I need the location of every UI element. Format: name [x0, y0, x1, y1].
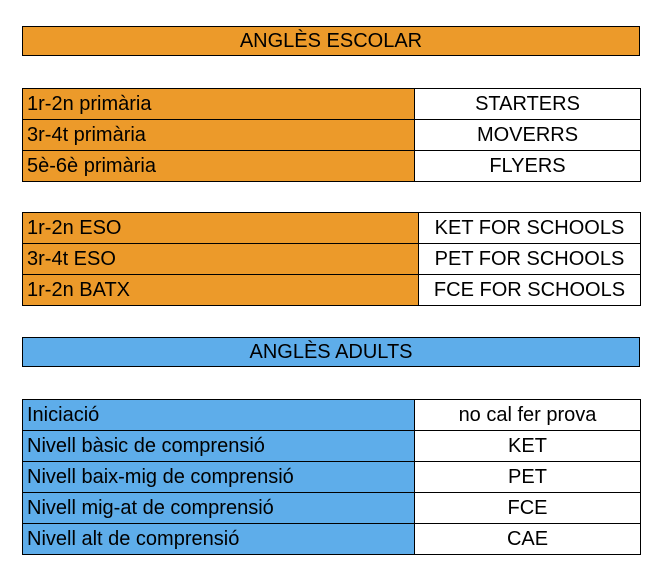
table-row	[23, 400, 641, 431]
level-cell: Nivell mig-at de comprensió	[23, 493, 415, 524]
exam-cell: FLYERS	[415, 151, 641, 182]
adult-english-header	[22, 337, 640, 367]
table-row	[23, 151, 641, 182]
table-row	[23, 493, 641, 524]
exam-cell: no cal fer prova	[415, 400, 641, 431]
level-cell: Nivell bàsic de comprensió	[23, 431, 415, 462]
school-english-title: ANGLÈS ESCOLAR	[239, 30, 423, 52]
exam-cell: STARTERS	[415, 89, 641, 120]
table-row	[23, 213, 641, 244]
exam-cell: FCE	[415, 493, 641, 524]
primary-levels-table	[22, 88, 641, 182]
exam-cell: KET FOR SCHOOLS	[419, 213, 641, 244]
table-row	[23, 431, 641, 462]
level-cell: Iniciació	[23, 400, 415, 431]
level-cell: 1r-2n primària	[23, 89, 415, 120]
school-english-header	[22, 26, 640, 56]
secondary-levels-table	[22, 212, 641, 306]
level-cell: 1r-2n BATX	[23, 275, 419, 306]
exam-cell: KET	[415, 431, 641, 462]
level-cell: 5è-6è primària	[23, 151, 415, 182]
exam-cell: PET FOR SCHOOLS	[419, 244, 641, 275]
exam-cell: PET	[415, 462, 641, 493]
level-cell: Nivell alt de comprensió	[23, 524, 415, 555]
table-row	[23, 524, 641, 555]
table-row	[23, 120, 641, 151]
level-cell: 1r-2n ESO	[23, 213, 419, 244]
table-row	[23, 462, 641, 493]
level-cell: Nivell baix-mig de comprensió	[23, 462, 415, 493]
level-cell: 3r-4t ESO	[23, 244, 419, 275]
adult-levels-table	[22, 399, 641, 555]
exam-cell: CAE	[415, 524, 641, 555]
exam-cell: FCE FOR SCHOOLS	[419, 275, 641, 306]
table-row	[23, 275, 641, 306]
table-row	[23, 244, 641, 275]
level-cell: 3r-4t primària	[23, 120, 415, 151]
exam-cell: MOVERRS	[415, 120, 641, 151]
adult-english-title: ANGLÈS ADULTS	[249, 341, 413, 363]
table-row	[23, 89, 641, 120]
